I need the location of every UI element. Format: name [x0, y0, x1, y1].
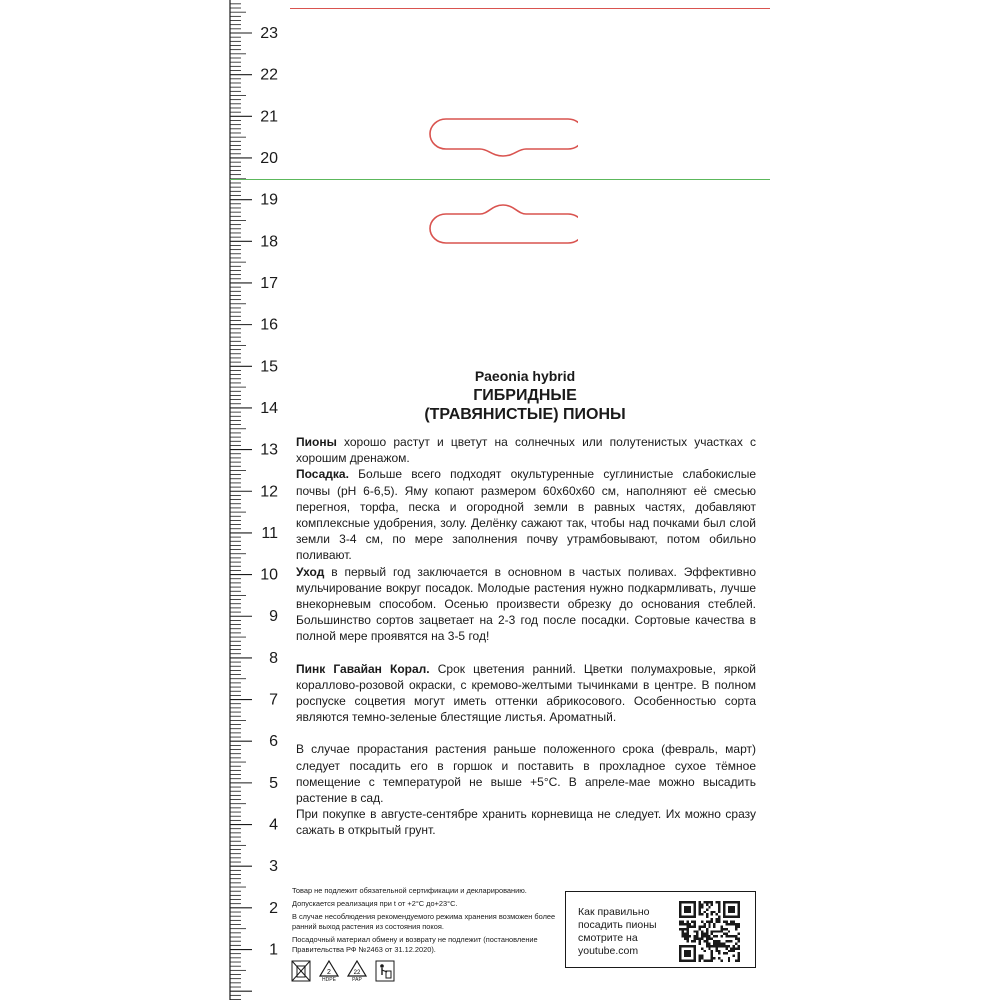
- footnote-line-4: Посадочный материал обмену и возврату не подлежит (постановление Правительства РФ №2463 от 31.12.2020).: [292, 935, 538, 954]
- intro-paragraph: [296, 434, 756, 466]
- ruler-label: 15: [260, 358, 278, 376]
- variety-paragraph: [296, 661, 756, 726]
- recycle-code-pap: PAP: [352, 977, 362, 983]
- ruler-label: 21: [260, 108, 278, 126]
- ruler-label: 4: [269, 816, 278, 834]
- ruler-label: 11: [261, 524, 278, 542]
- title-line-1: ГИБРИДНЫЕ: [473, 387, 577, 404]
- footnote-line-1: Товар не подлежит обязательной сертификации и декларированию.: [292, 886, 527, 895]
- video-link-line-2: посадить пионы: [578, 919, 657, 931]
- svg-text:2: 2: [327, 969, 331, 976]
- video-link-line-1: Как правильно: [578, 906, 650, 918]
- ruler-label: 17: [260, 274, 278, 292]
- planting-paragraph: [296, 466, 756, 563]
- ruler-label: 3: [269, 858, 278, 876]
- ruler-label: 20: [260, 149, 278, 167]
- video-link-line-3: смотрите на: [578, 932, 638, 944]
- intro-lead: Пионы: [296, 435, 337, 449]
- variety-lead: Пинк Гавайан Корал.: [296, 661, 430, 676]
- ruler-label: 16: [260, 316, 278, 334]
- ruler-label: 1: [269, 941, 278, 959]
- variety-body: Срок цветения ранний. Цветки полумахровые, яркой кораллово-розовой окраски, с кремово-желтыми тычинками в центре. В полном роспуске соцветия могут иметь оттенки абрикосового. Особенностью сорта являются темно-зеленые блестящие листья. Ароматный.: [296, 661, 756, 725]
- intro-body: хорошо растут и цветут на солнечных или полутенистых участках с хорошим дренажом.: [296, 435, 756, 466]
- description-text: [296, 434, 756, 839]
- title-line-2: (ТРАВЯНИСТЫЕ) ПИОНЫ: [424, 406, 626, 423]
- latin-name: Paeonia hybrid: [474, 368, 576, 384]
- video-link-box: [565, 891, 756, 968]
- svg-text:22: 22: [353, 970, 361, 976]
- packaging-symbols: [290, 960, 396, 986]
- recycle-hdpe-icon: [318, 960, 340, 984]
- footnote-line-2: Допускается реализация при t от +2°С до+23°С.: [292, 899, 458, 908]
- ruler-label: 22: [260, 66, 278, 84]
- planting-body: Больше всего подходят окультуренные суглинистые слабокислые почвы (pH 6-6,5). Яму копают размером 60х60х60 см, наполняют её смесью перегноя, торфа, песка и огородной земли в равных частях, добавляют комплексные удобрения, золу. Делёнку сажают так, чтобы над почками был слой земли 3-4 см, по мере заполнения почву утрамбовывают, потом обильно поливают.: [296, 467, 756, 563]
- ruler-label: 14: [260, 399, 278, 417]
- top-cut-line: [290, 8, 770, 9]
- recycle-code-hdpe: HDPE: [322, 977, 336, 983]
- video-link-url[interactable]: youtube.com: [578, 945, 639, 957]
- storage-paragraph: При покупке в августе-сентябре хранить корневища не следует. Их можно сразу сажать в открытый грунт.: [296, 807, 756, 838]
- recycle-pap-icon: [346, 960, 368, 984]
- footnote-line-3: В случае несоблюдения рекомендуемого режима хранения возможен более ранний выход растения из состояния покоя.: [292, 912, 556, 931]
- tidy-man-icon: [374, 960, 396, 984]
- ruler-label: 18: [260, 233, 278, 251]
- ruler-label: 2: [269, 899, 278, 917]
- ruler-label: 5: [269, 774, 278, 792]
- no-waste-bin-icon: [290, 960, 312, 984]
- ruler-label: 13: [260, 441, 278, 459]
- ruler-label: 12: [260, 483, 278, 501]
- centimeter-ruler: [228, 0, 288, 1000]
- hang-hole-outline: [428, 110, 578, 250]
- early-growth-paragraph: В случае прорастания растения раньше положенного срока (февраль, март) следует посадить его в горшок и поставить в прохладное сухое тёмное помещение с температурой не выше +5°С. В апреле-мае можно высадить растение в сад.: [296, 742, 756, 806]
- product-title-block: [290, 368, 760, 424]
- ruler-label: 7: [269, 691, 278, 709]
- ruler-label: 6: [269, 733, 278, 751]
- planting-lead: Посадка.: [296, 467, 349, 482]
- ruler-label: 19: [260, 191, 278, 209]
- care-body: в первый год заключается в основном в частых поливах. Эффективно мульчирование вокруг посадок. Молодые растения нужно подкармливать, лучше внекорневым способом. Осенью произвести обрезку до основания стеблей. Большинство сортов зацветает на 2-3 год после посадки. Сортовые качества в полной мере проявятся на 3-5 год!: [296, 564, 756, 644]
- ruler-label: 23: [260, 25, 278, 42]
- legal-footnote: [292, 886, 562, 955]
- care-paragraph: [296, 564, 756, 645]
- ruler-label: 10: [260, 566, 278, 584]
- video-link-text: [578, 906, 678, 958]
- care-lead: Уход: [296, 564, 325, 579]
- ruler-label: 9: [269, 608, 278, 626]
- qr-code-icon[interactable]: [679, 901, 740, 962]
- ruler-label: 8: [269, 649, 278, 667]
